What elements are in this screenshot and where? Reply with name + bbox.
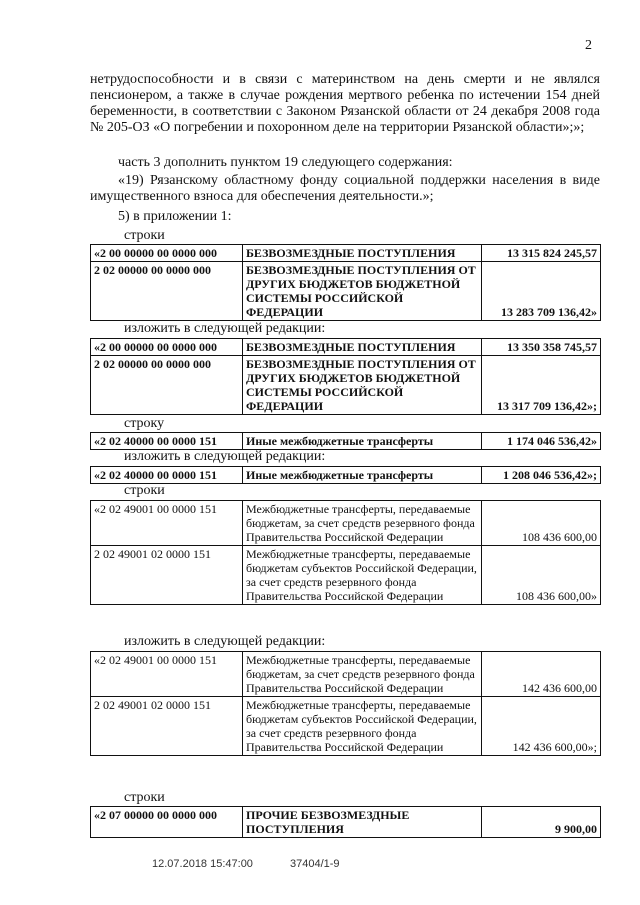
cell-amount: 142 436 600,00»; <box>482 697 601 756</box>
budget-table-other-receipts <box>90 806 601 838</box>
cell-name: Межбюджетные трансферты, передаваемые бюджетам, за счет средств резервного фонда Правительства Российской Федерации <box>243 501 482 546</box>
cell-amount: 142 436 600,00 <box>482 652 601 697</box>
cell-code: 2 02 49001 02 0000 151 <box>91 546 243 605</box>
label-new-edition: изложить в следующей редакции: <box>124 634 326 649</box>
cell-name: Межбюджетные трансферты, передаваемые бюджетам субъектов Российской Федерации, за счет средств резервного фонда Правительства Российской Федерации <box>243 546 482 605</box>
cell-amount: 13 350 358 745,57 <box>482 339 601 356</box>
cell-code: «2 02 49001 00 0000 151 <box>91 652 243 697</box>
cell-name: БЕЗВОЗМЕЗДНЫЕ ПОСТУПЛЕНИЯ <box>243 339 482 356</box>
cell-name: Иные межбюджетные трансферты <box>243 433 482 450</box>
label-row: строку <box>124 416 165 431</box>
table-row <box>91 697 601 756</box>
label-new-edition: изложить в следующей редакции: <box>124 321 326 336</box>
table-row <box>91 501 601 546</box>
cell-code: «2 00 00000 00 0000 000 <box>91 339 243 356</box>
paragraph-item19: «19) Рязанскому областному фонду социальной поддержки населения в виде имущественного взноса для обеспечения деятельности.»; <box>90 173 600 204</box>
table-row <box>91 356 601 415</box>
cell-name: БЕЗВОЗМЕЗДНЫЕ ПОСТУПЛЕНИЯ ОТ ДРУГИХ БЮДЖЕТОВ БЮДЖЕТНОЙ СИСТЕМЫ РОССИЙСКОЙ ФЕДЕРАЦИИ <box>243 262 482 321</box>
paragraph-continuation: нетрудоспособности и в связи с материнством на день смерти и не являлся пенсионером, а также в случае рождения мертвого ребенка по истечении 154 дней беременности, в соответствии с Законом Рязанской области от 24 декабря 2008 года № 205-ОЗ «О погребении и похоронном деле на территории Рязанской области»;»; <box>90 72 600 135</box>
cell-amount: 1 174 046 536,42» <box>482 433 601 450</box>
budget-table-new-transfers <box>90 466 601 484</box>
cell-amount: 9 900,00 <box>482 807 601 838</box>
cell-code: 2 02 49001 02 0000 151 <box>91 697 243 756</box>
table-row <box>91 262 601 321</box>
cell-code: «2 00 00000 00 0000 000 <box>91 245 243 262</box>
cell-amount: 13 315 824 245,57 <box>482 245 601 262</box>
cell-code: «2 02 49001 00 0000 151 <box>91 501 243 546</box>
cell-code: 2 02 00000 00 0000 000 <box>91 356 243 415</box>
cell-amount: 13 283 709 136,42» <box>482 262 601 321</box>
page-number: 2 <box>585 38 592 53</box>
label-rows: строки <box>124 483 165 498</box>
cell-amount: 108 436 600,00» <box>482 546 601 605</box>
label-rows: строки <box>124 228 165 243</box>
cell-code: «2 07 00000 00 0000 000 <box>91 807 243 838</box>
budget-table-old-totals <box>90 244 601 321</box>
budget-table-old-transfers <box>90 432 601 450</box>
table-row <box>91 433 601 450</box>
cell-code: 2 02 00000 00 0000 000 <box>91 262 243 321</box>
cell-code: «2 02 40000 00 0000 151 <box>91 433 243 450</box>
budget-table-old-reserve <box>90 500 601 605</box>
label-rows: строки <box>124 790 165 805</box>
cell-name: Межбюджетные трансферты, передаваемые бюджетам субъектов Российской Федерации, за счет средств резервного фонда Правительства Российской Федерации <box>243 697 482 756</box>
table-row <box>91 546 601 605</box>
table-row <box>91 467 601 484</box>
cell-name: ПРОЧИЕ БЕЗВОЗМЕЗДНЫЕ ПОСТУПЛЕНИЯ <box>243 807 482 838</box>
budget-table-new-reserve <box>90 651 601 756</box>
table-row <box>91 652 601 697</box>
table-row <box>91 245 601 262</box>
cell-name: БЕЗВОЗМЕЗДНЫЕ ПОСТУПЛЕНИЯ <box>243 245 482 262</box>
footer-datetime: 12.07.2018 15:47:00 <box>152 858 253 870</box>
cell-amount: 108 436 600,00 <box>482 501 601 546</box>
table-row <box>91 807 601 838</box>
table-row <box>91 339 601 356</box>
paragraph-part3: часть 3 дополнить пунктом 19 следующего содержания: <box>118 155 453 170</box>
footer-doc-id: 37404/1-9 <box>290 858 340 870</box>
cell-amount: 1 208 046 536,42»; <box>482 467 601 484</box>
budget-table-new-totals <box>90 338 601 415</box>
label-new-edition: изложить в следующей редакции: <box>124 449 326 464</box>
cell-code: «2 02 40000 00 0000 151 <box>91 467 243 484</box>
cell-name: Межбюджетные трансферты, передаваемые бюджетам, за счет средств резервного фонда Правительства Российской Федерации <box>243 652 482 697</box>
paragraph-appendix1: 5) в приложении 1: <box>118 209 232 224</box>
cell-name: БЕЗВОЗМЕЗДНЫЕ ПОСТУПЛЕНИЯ ОТ ДРУГИХ БЮДЖЕТОВ БЮДЖЕТНОЙ СИСТЕМЫ РОССИЙСКОЙ ФЕДЕРАЦИИ <box>243 356 482 415</box>
cell-name: Иные межбюджетные трансферты <box>243 467 482 484</box>
cell-amount: 13 317 709 136,42»; <box>482 356 601 415</box>
